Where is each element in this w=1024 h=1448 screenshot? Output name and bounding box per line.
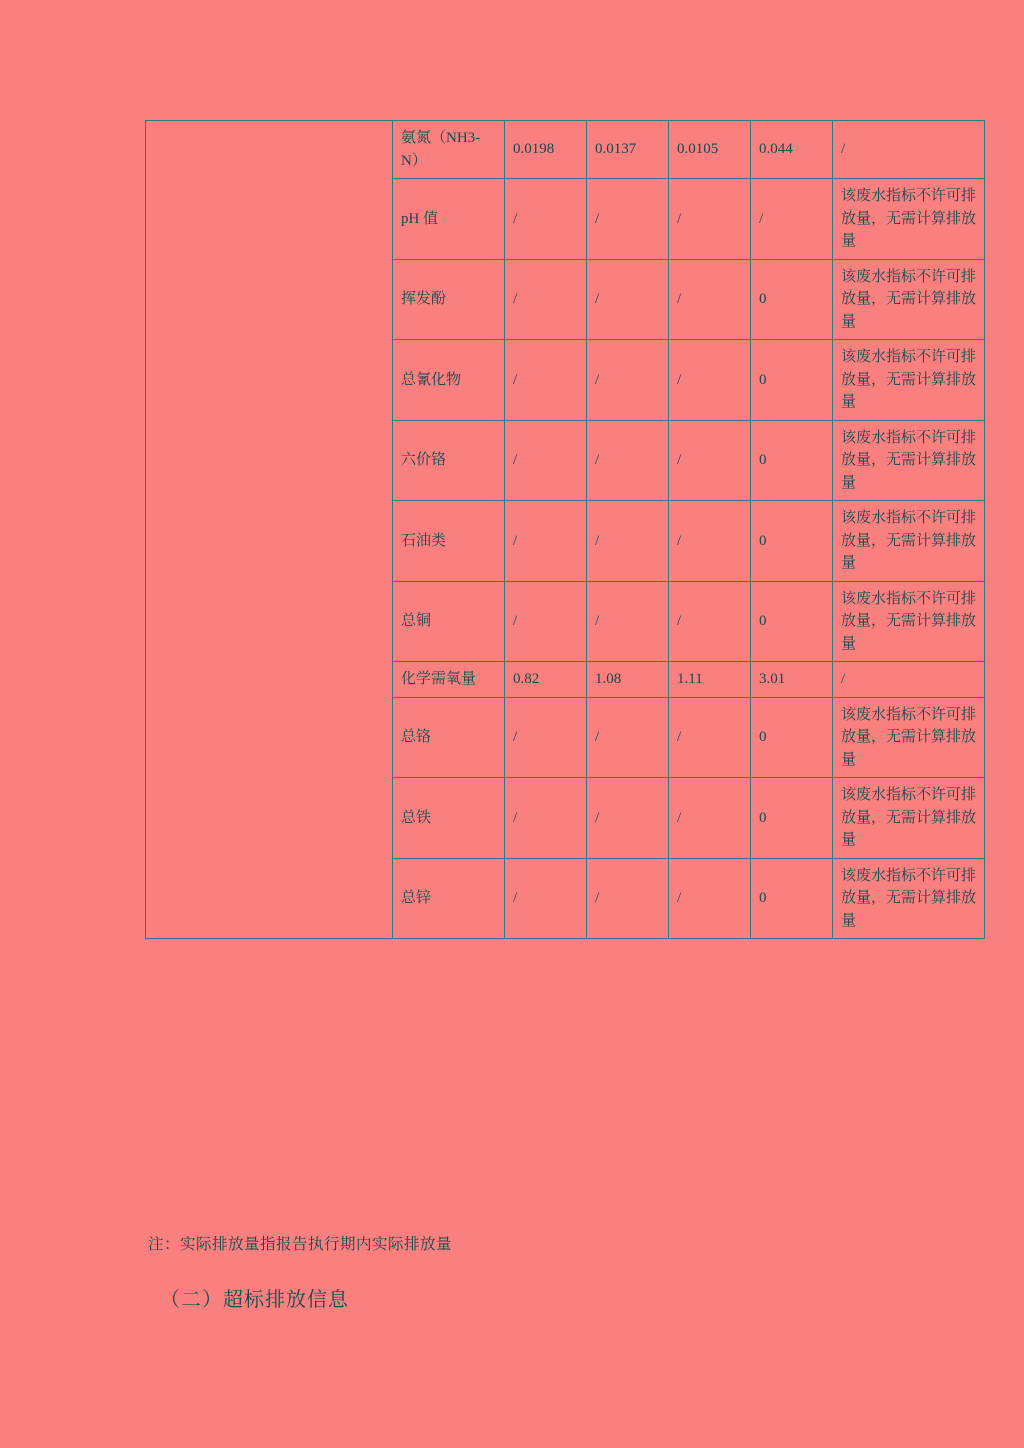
table-row bbox=[146, 121, 985, 179]
row-group-label-cell bbox=[146, 121, 393, 939]
value-q1: 0.82 bbox=[505, 662, 587, 698]
remark: 该废水指标不许可排放量，无需计算排放量 bbox=[833, 179, 985, 260]
value-q2: / bbox=[587, 778, 669, 859]
remark: 该废水指标不许可排放量，无需计算排放量 bbox=[833, 581, 985, 662]
value-total: 0 bbox=[751, 697, 833, 778]
remark: / bbox=[833, 662, 985, 698]
pollutant-name: 总锌 bbox=[393, 858, 505, 939]
value-total: 0.044 bbox=[751, 121, 833, 179]
value-q1: / bbox=[505, 778, 587, 859]
value-q3: / bbox=[669, 581, 751, 662]
pollutant-name: 总铜 bbox=[393, 581, 505, 662]
value-total: 3.01 bbox=[751, 662, 833, 698]
value-q3: / bbox=[669, 697, 751, 778]
table-body bbox=[146, 121, 985, 939]
value-q3: / bbox=[669, 501, 751, 582]
value-q3: / bbox=[669, 340, 751, 421]
remark: 该废水指标不许可排放量，无需计算排放量 bbox=[833, 858, 985, 939]
pollutant-name: pH 值 bbox=[393, 179, 505, 260]
value-q1: 0.0198 bbox=[505, 121, 587, 179]
remark: 该废水指标不许可排放量，无需计算排放量 bbox=[833, 340, 985, 421]
value-total: 0 bbox=[751, 858, 833, 939]
value-q2: / bbox=[587, 340, 669, 421]
remark: 该废水指标不许可排放量，无需计算排放量 bbox=[833, 697, 985, 778]
value-q2: 0.0137 bbox=[587, 121, 669, 179]
value-q1: / bbox=[505, 420, 587, 501]
value-q1: / bbox=[505, 179, 587, 260]
value-q3: 1.11 bbox=[669, 662, 751, 698]
value-q1: / bbox=[505, 259, 587, 340]
value-q1: / bbox=[505, 340, 587, 421]
section-heading: （二）超标排放信息 bbox=[160, 1289, 349, 1311]
value-q3: / bbox=[669, 179, 751, 260]
remark: / bbox=[833, 121, 985, 179]
value-total: 0 bbox=[751, 420, 833, 501]
value-q3: / bbox=[669, 778, 751, 859]
pollutant-name: 化学需氧量 bbox=[393, 662, 505, 698]
value-q2: 1.08 bbox=[587, 662, 669, 698]
value-q3: 0.0105 bbox=[669, 121, 751, 179]
value-q2: / bbox=[587, 179, 669, 260]
value-q3: / bbox=[669, 420, 751, 501]
pollutant-name: 总氰化物 bbox=[393, 340, 505, 421]
value-q1: / bbox=[505, 501, 587, 582]
value-q2: / bbox=[587, 501, 669, 582]
remark: 该废水指标不许可排放量，无需计算排放量 bbox=[833, 420, 985, 501]
pollutant-name: 挥发酚 bbox=[393, 259, 505, 340]
remark: 该废水指标不许可排放量，无需计算排放量 bbox=[833, 501, 985, 582]
value-q2: / bbox=[587, 420, 669, 501]
value-q1: / bbox=[505, 858, 587, 939]
value-q1: / bbox=[505, 697, 587, 778]
value-q1: / bbox=[505, 581, 587, 662]
value-total: 0 bbox=[751, 259, 833, 340]
value-total: 0 bbox=[751, 501, 833, 582]
pollutant-name: 总铬 bbox=[393, 697, 505, 778]
value-total: 0 bbox=[751, 581, 833, 662]
value-q2: / bbox=[587, 581, 669, 662]
value-q2: / bbox=[587, 259, 669, 340]
pollutant-name: 六价铬 bbox=[393, 420, 505, 501]
table-footnote: 注：实际排放量指报告执行期内实际排放量 bbox=[148, 1236, 453, 1253]
value-total: / bbox=[751, 179, 833, 260]
value-q3: / bbox=[669, 858, 751, 939]
emissions-table bbox=[145, 120, 985, 939]
pollutant-name: 石油类 bbox=[393, 501, 505, 582]
pollutant-name: 氨氮（NH3-N） bbox=[393, 121, 505, 179]
value-q3: / bbox=[669, 259, 751, 340]
value-total: 0 bbox=[751, 340, 833, 421]
remark: 该废水指标不许可排放量，无需计算排放量 bbox=[833, 259, 985, 340]
value-q2: / bbox=[587, 858, 669, 939]
value-q2: / bbox=[587, 697, 669, 778]
remark: 该废水指标不许可排放量，无需计算排放量 bbox=[833, 778, 985, 859]
pollutant-name: 总铁 bbox=[393, 778, 505, 859]
value-total: 0 bbox=[751, 778, 833, 859]
